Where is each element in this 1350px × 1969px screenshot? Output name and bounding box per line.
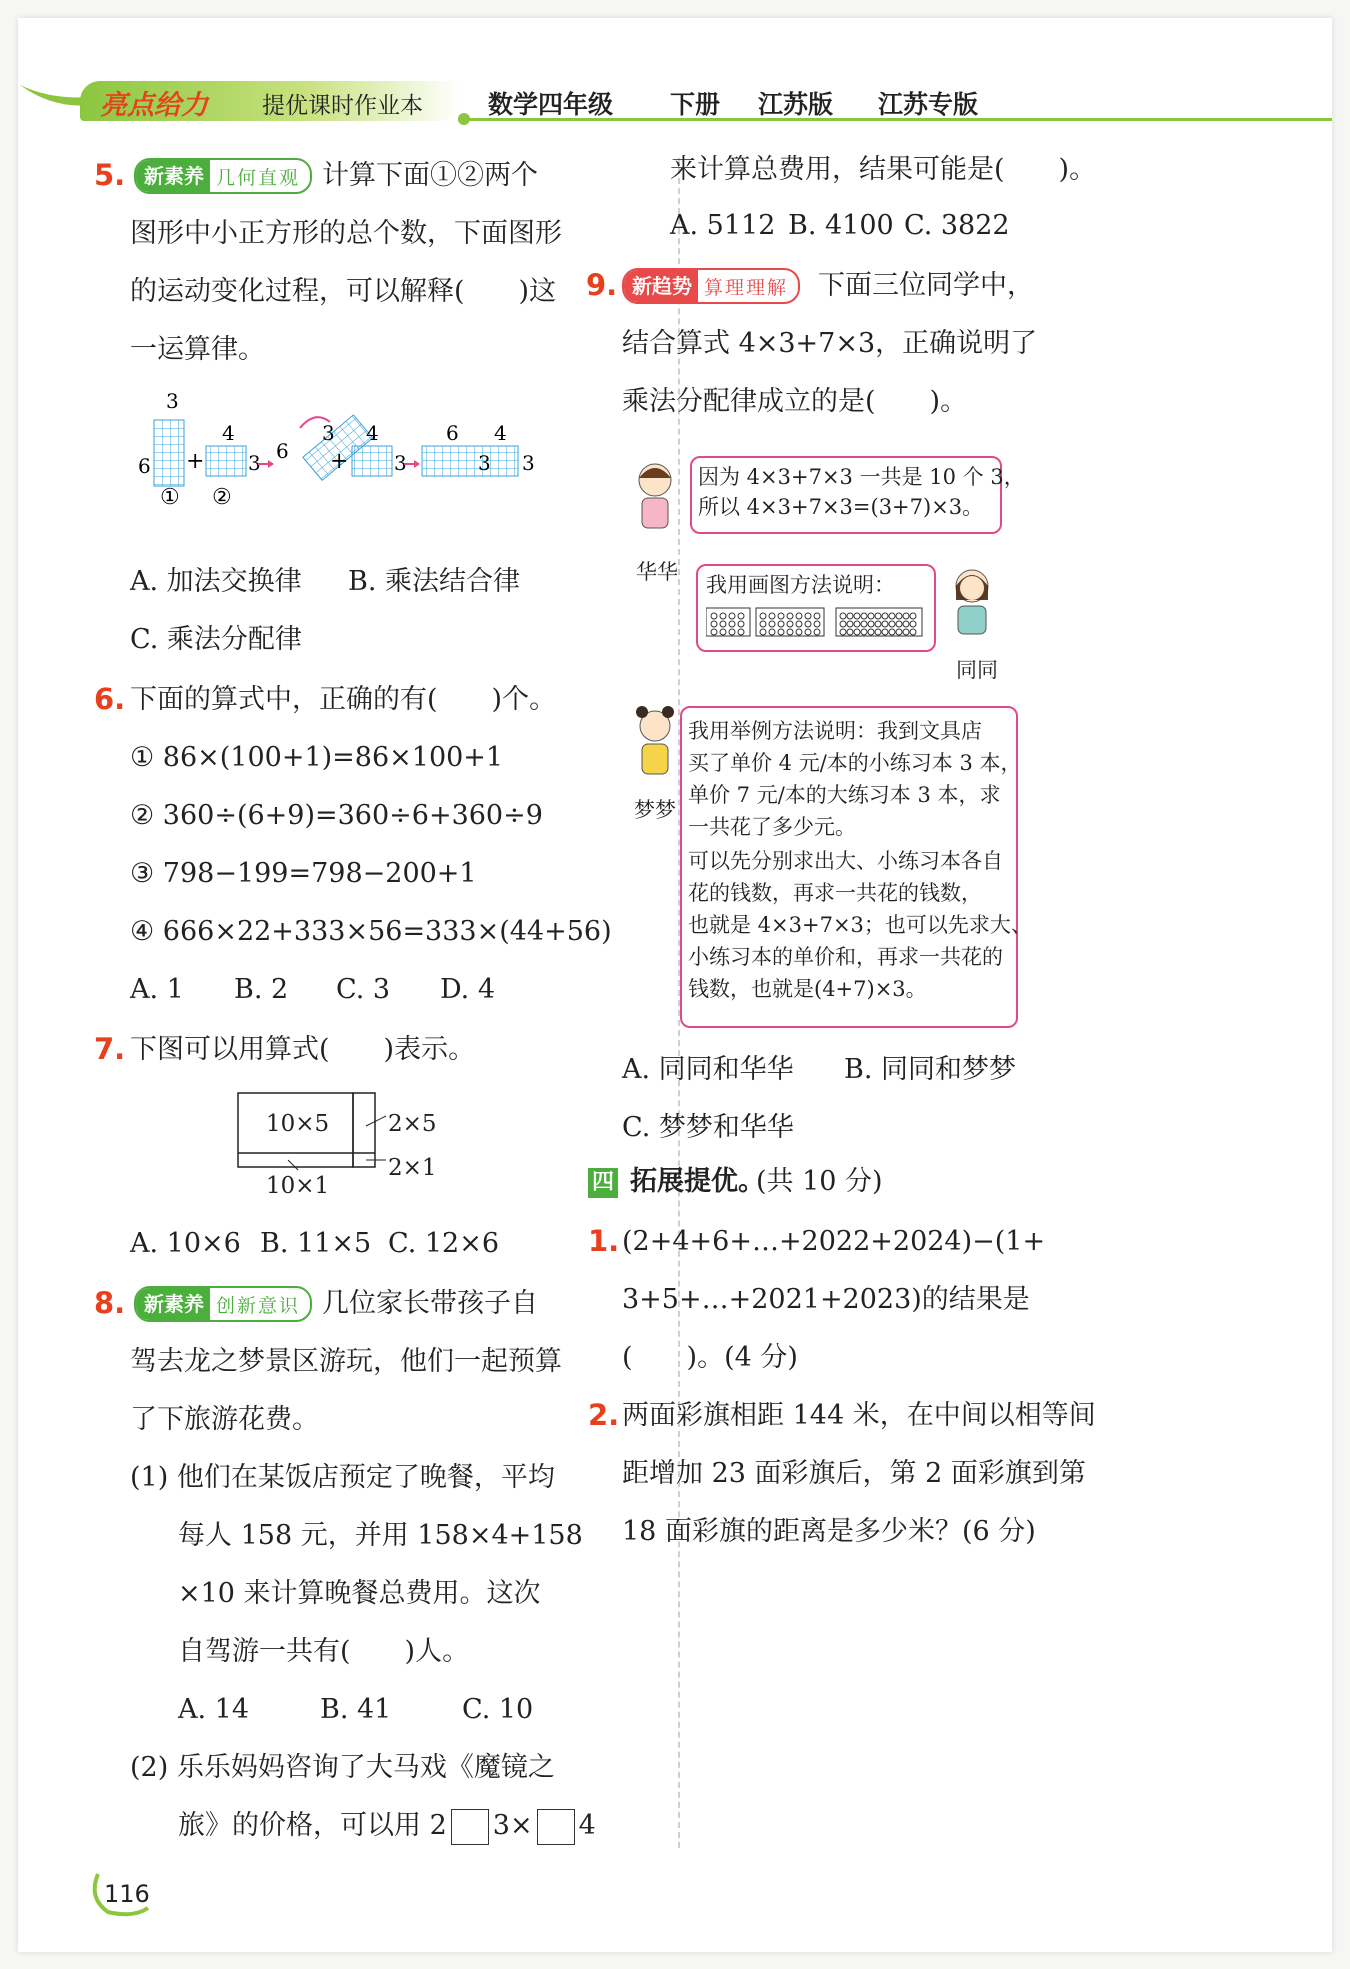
q6-option-a: A. 1 [130, 974, 184, 1005]
svg-text:+: + [330, 449, 349, 474]
tongtong-line1: 我用画图方法说明： [706, 573, 895, 597]
q8-answer-box-2[interactable] [537, 1809, 575, 1845]
brand-title: 亮点给力 [100, 90, 208, 121]
huahua-name: 华华 [636, 560, 678, 584]
q6-option-c: C. 3 [336, 974, 391, 1005]
ext-q1-line3: ( )。(4 分) [622, 1342, 798, 1373]
q5-line3: 的运动变化过程，可以解释( )这 [130, 276, 557, 307]
svg-text:6: 6 [138, 454, 151, 478]
q6-item2: ② 360÷(6+9)=360÷6+360÷9 [130, 800, 543, 831]
q7-label-right: 2×5 [388, 1111, 437, 1137]
section-four-badge: 四 [588, 1168, 618, 1198]
q8-tag-label: 新素养 [136, 1288, 210, 1320]
ext-q1-line2: 3+5+…+2021+2023)的结果是 [622, 1284, 1030, 1315]
q8-line1: 几位家长带孩子自 [322, 1288, 538, 1319]
svg-text:3: 3 [478, 451, 491, 475]
q8-sub1-option-c: C. 10 [462, 1694, 534, 1725]
mengmeng-line5: 可以先分别求出大、小练习本各自 [688, 849, 1003, 873]
svg-text:4: 4 [494, 421, 507, 445]
brand-subtitle: 提优课时作业本 [262, 93, 423, 119]
huahua-avatar-icon [630, 458, 680, 538]
q5-line2: 图形中小正方形的总个数，下面图形 [130, 218, 562, 249]
q9-tag-label: 新趋势 [624, 270, 698, 302]
q5-option-a: A. 加法交换律 [130, 566, 302, 597]
ext-q2-number: 2. [588, 1398, 620, 1432]
header-edition: 江苏版 [758, 90, 834, 119]
tongtong-dot-diagram [706, 606, 926, 640]
q8-sub2-text-b: 3× [492, 1810, 533, 1841]
svg-text:6: 6 [446, 421, 459, 445]
mengmeng-line8: 小练习本的单价和，再求一共花的 [688, 945, 1003, 969]
svg-text:4: 4 [222, 421, 235, 445]
svg-text:3: 3 [394, 451, 407, 475]
ext-q2-line1: 两面彩旗相距 144 米，在中间以相等间 [622, 1400, 1096, 1431]
q8-sub1-line2: 每人 158 元，并用 158×4+158 [178, 1520, 583, 1551]
q8-answer-box-1[interactable] [451, 1809, 489, 1845]
q5-grid-figure [130, 388, 650, 508]
q7-option-b: B. 11×5 [260, 1228, 372, 1259]
svg-text:4: 4 [366, 421, 379, 445]
mengmeng-line4: 一共花了多少元。 [688, 815, 856, 839]
section-four-title: 拓展提优。 [630, 1166, 765, 1197]
q5-option-b: B. 乘法结合律 [348, 566, 521, 597]
q8-sub2-line2 [178, 1808, 596, 1845]
workbook-page [18, 18, 1332, 1952]
ext-q2-line2: 距增加 23 面彩旗后，第 2 面彩旗到第 [622, 1458, 1086, 1489]
q8-number: 8. [94, 1286, 126, 1320]
huahua-line2: 所以 4×3+7×3=(3+7)×3。 [698, 495, 984, 519]
svg-text:②: ② [212, 485, 232, 508]
page-number: 116 [104, 1880, 150, 1908]
svg-text:3: 3 [522, 451, 535, 475]
huahua-line1: 因为 4×3+7×3 一共是 10 个 3， [698, 465, 1025, 489]
q5-line4: 一运算律。 [130, 334, 265, 365]
mengmeng-avatar-icon [630, 704, 680, 784]
q8-sub2-text-c: 4 [578, 1810, 596, 1841]
q8-tag [134, 1286, 312, 1322]
svg-text:6: 6 [276, 439, 289, 463]
header-dot-icon [458, 113, 470, 125]
q8-cont-option-a: A. 5112 [670, 210, 776, 241]
q6-option-b: B. 2 [234, 974, 289, 1005]
q7-label-bottom: 10×1 [266, 1173, 330, 1199]
mengmeng-name: 梦梦 [634, 798, 676, 822]
ext-q1-line1: (2+4+6+…+2022+2024)−(1+ [622, 1226, 1046, 1257]
q8-cont-line: 来计算总费用，结果可能是( )。 [670, 154, 1097, 185]
q7-option-a: A. 10×6 [130, 1228, 241, 1259]
q8-sub1-line1: (1) 他们在某饭店预定了晚餐，平均 [130, 1462, 555, 1493]
q9-line2: 结合算式 4×3+7×3，正确说明了 [622, 328, 1038, 359]
q8-sub1-line3: ×10 来计算晚餐总费用。这次 [178, 1578, 541, 1609]
header-volume: 下册 [670, 90, 721, 119]
header-special: 江苏专版 [878, 90, 979, 119]
q7-label-main: 10×5 [266, 1111, 330, 1137]
q5-tag-sub: 几何直观 [216, 166, 301, 189]
q5-tag [134, 158, 312, 194]
svg-text:3: 3 [322, 421, 335, 445]
q8-sub2-text-a: 旅》的价格，可以用 2 [178, 1810, 447, 1841]
q9-line1: 下面三位同学中， [818, 270, 1034, 301]
q5-line1: 计算下面①②两个 [322, 160, 538, 191]
q8-line3: 了下旅游花费。 [130, 1404, 319, 1435]
mengmeng-line2: 买了单价 4 元/本的小练习本 3 本， [688, 751, 1022, 775]
q8-cont-option-c: C. 3822 [904, 210, 1010, 241]
q6-stem: 下面的算式中，正确的有( )个。 [130, 684, 557, 715]
q7-option-c: C. 12×6 [388, 1228, 500, 1259]
q5-tag-label: 新素养 [136, 160, 210, 192]
q7-label-corner: 2×1 [388, 1155, 437, 1181]
q6-number: 6. [94, 682, 126, 716]
q9-option-c: C. 梦梦和华华 [622, 1112, 794, 1143]
q9-line3: 乘法分配律成立的是( )。 [622, 386, 968, 417]
page-header [18, 73, 1332, 133]
q6-item1: ① 86×(100+1)=86×100+1 [130, 742, 504, 773]
q8-sub1-option-b: B. 41 [320, 1694, 392, 1725]
q9-option-a: A. 同同和华华 [622, 1054, 794, 1085]
tongtong-avatar-icon [944, 564, 1000, 644]
q8-sub1-line4: 自驾游一共有( )人。 [178, 1636, 470, 1667]
section-four-score: (共 10 分) [756, 1166, 883, 1197]
svg-text:+: + [186, 449, 205, 474]
q7-stem: 下图可以用算式( )表示。 [130, 1034, 476, 1065]
q5-number: 5. [94, 158, 126, 192]
q6-option-d: D. 4 [440, 974, 496, 1005]
svg-text:3: 3 [166, 389, 179, 413]
q8-line2: 驾去龙之梦景区游玩，他们一起预算 [130, 1346, 562, 1377]
header-subject: 数学四年级 [488, 90, 614, 119]
tongtong-name: 同同 [956, 658, 998, 682]
q6-item4: ④ 666×22+333×56=333×(44+56) [130, 916, 612, 947]
q8-cont-option-b: B. 4100 [788, 210, 894, 241]
q5-option-c: C. 乘法分配律 [130, 624, 302, 655]
ext-q2-line3: 18 面彩旗的距离是多少米？(6 分) [622, 1516, 1036, 1547]
mengmeng-line3: 单价 7 元/本的大练习本 3 本，求 [688, 783, 1001, 807]
mengmeng-line9: 钱数，也就是(4+7)×3。 [688, 977, 927, 1001]
svg-text:①: ① [160, 485, 180, 508]
ext-q1-number: 1. [588, 1224, 620, 1258]
mengmeng-line1: 我用举例方法说明：我到文具店 [688, 719, 982, 743]
q9-tag [622, 268, 800, 304]
q9-number: 9. [586, 268, 618, 302]
q8-sub2-line1: (2) 乐乐妈妈咨询了大马戏《魔镜之 [130, 1752, 555, 1783]
mengmeng-line7: 也就是 4×3+7×3；也可以先求大、 [688, 913, 1032, 937]
svg-text:3: 3 [248, 451, 261, 475]
mengmeng-line6: 花的钱数，再求一共花的钱数， [688, 881, 982, 905]
q8-tag-sub: 创新意识 [216, 1294, 301, 1317]
q8-sub1-option-a: A. 14 [178, 1694, 250, 1725]
q9-tag-sub: 算理理解 [704, 276, 789, 299]
q6-item3: ③ 798−199=798−200+1 [130, 858, 477, 889]
q7-number: 7. [94, 1032, 126, 1066]
q9-option-b: B. 同同和梦梦 [844, 1054, 1017, 1085]
brand-logo [80, 81, 460, 121]
